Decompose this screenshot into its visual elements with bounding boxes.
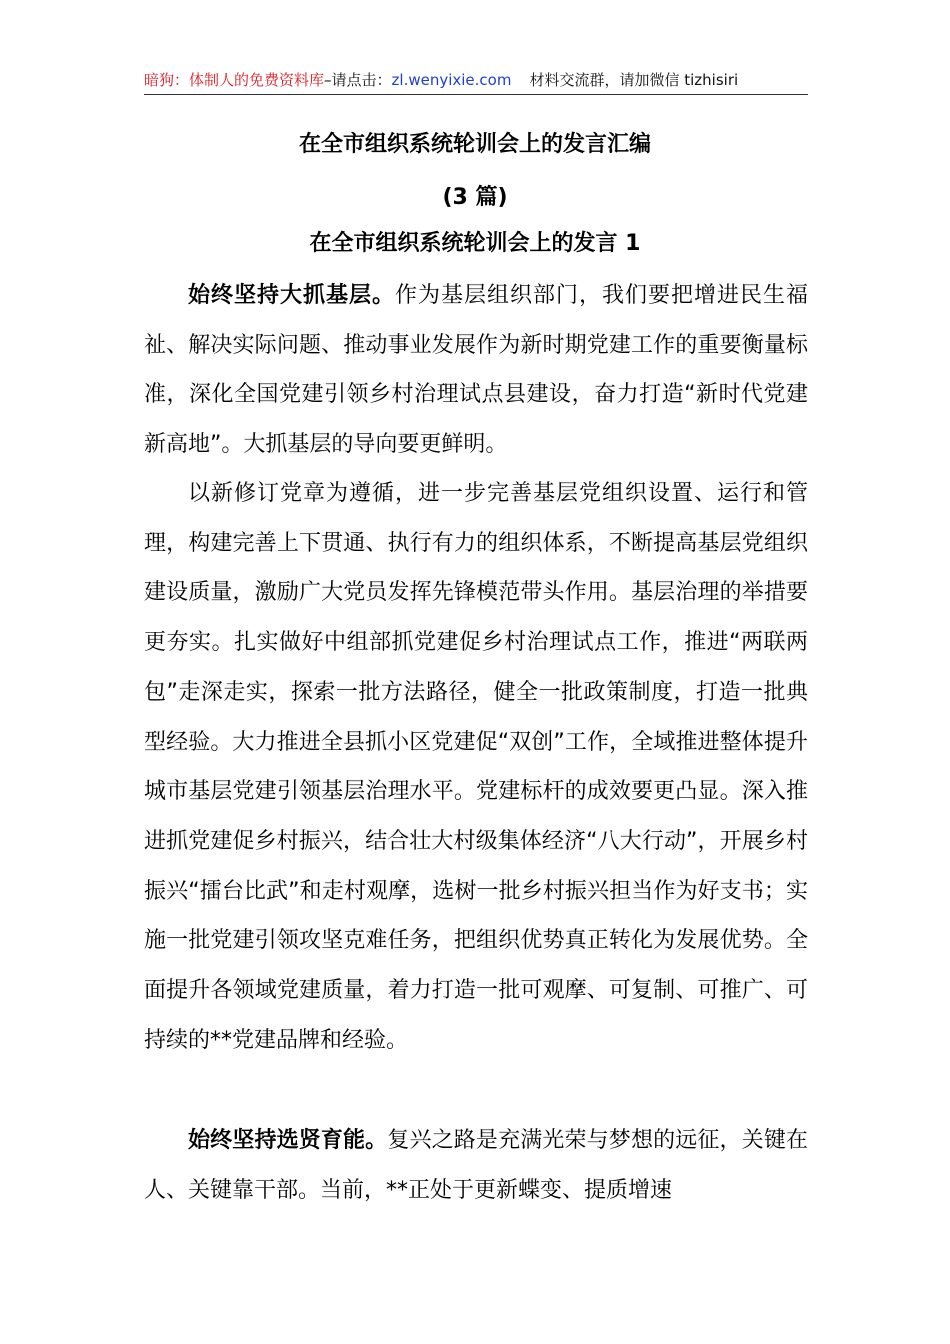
page-header (144, 66, 808, 95)
paragraph-1-lead: 始终坚持大抓基层。 (188, 283, 395, 308)
speech-title: 在全市组织系统轮训会上的发言 1 (309, 231, 641, 256)
paragraph-3-lead: 始终坚持选贤育能。 (188, 1128, 388, 1153)
header-contact: 材料交流群，请加微信 tizhisiri (529, 71, 739, 89)
header-click-label: –请点击： (324, 71, 392, 89)
document-count: (3 篇) (442, 185, 508, 210)
paragraph-1-text: 作为基层组织部门，我们要把增进民生福祉、解决实际问题、推动事业发展作为新时期党建工作的重要衡量标准，深化全国党建引领乡村治理试点县建设，奋力打造“新时代党建新高地”。大抓基层的导向要更鲜明。 (144, 283, 808, 458)
paragraph-3-text: 复兴之路是充满光荣与梦想的远征，关键在人、关键靠干部。当前，**正处于更新蝶变、提质增速 (144, 1128, 808, 1203)
document-title: 在全市组织系统轮训会上的发言汇编 (298, 132, 651, 157)
header-site-link[interactable]: zl.wenyixie.com (391, 71, 512, 89)
paragraph-2-text: 以新修订党章为遵循，进一步完善基层党组织设置、运行和管理，构建完善上下贯通、执行有力的组织体系，不断提高基层党组织建设质量，激励广大党员发挥先锋模范带头作用。基层治理的举措要更夯实。扎实做好中组部抓党建促乡村治理试点工作，推进“两联两包”走深走实，探索一批方法路径，健全一批政策制度，打造一批典型经验。大力推进全县抓小区党建促“双创”工作，全域推进整体提升城市基层党建引领基层治理水平。党建标杆的成效要更凸显。深入推进抓党建促乡村振兴，结合壮大村级集体经济“八大行动”，开展乡村振兴“擂台比武”和走村观摩，选树一批乡村振兴担当作为好支书；实施一批党建引领攻坚克难任务，把组织优势真正转化为发展优势。全面提升各领域党建质量，着力打造一批可观摩、可复制、可推广、可持续的**党建品牌和经验。 (144, 481, 808, 1053)
header-promo: 暗狗：体制人的免费资料库 (144, 71, 325, 89)
paragraph-3 (144, 1116, 808, 1215)
paragraph-2 (144, 469, 808, 1065)
paragraph-1 (144, 271, 808, 470)
